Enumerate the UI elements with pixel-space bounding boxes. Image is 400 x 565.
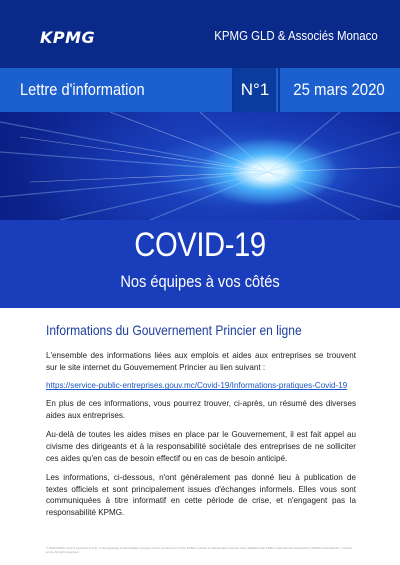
issue-number: N°1 bbox=[234, 68, 276, 112]
header-bar bbox=[0, 0, 400, 68]
info-bar bbox=[0, 68, 400, 112]
section-heading: Informations du Gouvernement Princier en ligne bbox=[46, 322, 302, 338]
firm-name: KPMG GLD & Associés Monaco bbox=[214, 28, 378, 43]
paragraph: Les informations, ci-dessous, n'ont généralement pas donné lieu à publication de textes officiels et sont principalement issues d'échanges informels. Elles vous sont communiquées à titre informatif en cette période de crise, et n'engagent pas la responsabilité KPMG. bbox=[46, 473, 356, 517]
info-bar-divider bbox=[278, 68, 280, 112]
paragraph: L'ensemble des informations liées aux emplois et aides aux entreprises se trouvent sur le site internet du Gouvernement Princier au lien suivant : bbox=[46, 351, 356, 372]
article-content bbox=[46, 322, 356, 527]
light-rays-graphic bbox=[0, 112, 400, 220]
kpmg-logo: KPMG bbox=[40, 28, 96, 47]
legal-footer: © 2020 KPMG GLD & Associés S.A.M., a Monegasque limited liability company and a member firm of the KPMG network of independent member firms affiliated with KPMG International Cooperative ("KPMG International"), a Swiss entity. All rights reserved. bbox=[46, 546, 353, 554]
main-subtitle: Nos équipes à vos côtés bbox=[120, 272, 280, 291]
paragraph: En plus de ces informations, vous pourrez trouver, ci-après, un résumé des diverses aides aux entreprises. bbox=[46, 399, 356, 420]
main-title: COVID-19 bbox=[134, 226, 266, 264]
title-block bbox=[0, 220, 400, 308]
issue-date: 25 mars 2020 bbox=[293, 80, 385, 99]
paragraph: Au-delà de toutes les aides mises en place par le Gouvernement, il est fait appel au civisme des dirigeants et à la responsabilité sociétale des entreprises de ne solliciter ces aides qu'en cas de besoin effectif ou en cas de besoin anticipé. bbox=[46, 430, 356, 463]
publication-title: Lettre d'information bbox=[20, 80, 145, 99]
government-info-link[interactable]: https://service-public-entreprises.gouv.mc/Covid-19/Informations-pratiques-Covid-19 bbox=[46, 381, 348, 391]
hero-light-banner bbox=[0, 112, 400, 220]
